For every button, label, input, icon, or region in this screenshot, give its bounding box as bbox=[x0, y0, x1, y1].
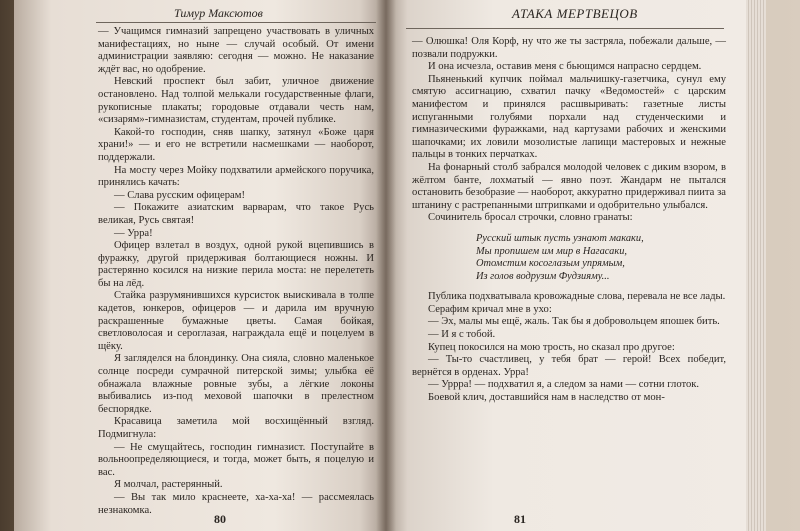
paragraph: Стайка разрумянившихся курсисток выискивала в толпе кадетов, юнкеров, офицеров — и дарила им вручную раскрашенные бумажные цветы. Самая бойкая, светловолосая и сероглазая, награждала ещё и поцелуем в щёку. bbox=[98, 290, 374, 352]
paragraph: Боевой клич, доставшийся нам в наследство от мон- bbox=[428, 392, 665, 404]
left-page bbox=[14, 0, 386, 531]
left-page-number: 80 bbox=[214, 512, 226, 526]
paragraph: Публика подхватывала кровожадные слова, перевала не все лады. bbox=[428, 291, 726, 303]
paragraph: Какой-то господин, сняв шапку, затянул «Боже царя храни!» — и его не встретили насмешками — наоборот, поддержали. bbox=[98, 126, 374, 163]
paragraphs-before-verse bbox=[412, 36, 726, 225]
header-rule bbox=[96, 22, 376, 23]
paragraph: — И я с тобой. bbox=[428, 329, 496, 341]
paragraph: — Слава русским офицерам! bbox=[114, 189, 245, 201]
paragraph: И она исчезла, оставив меня с бьющимся напрасно сердцем. bbox=[428, 61, 702, 73]
right-page-text bbox=[412, 36, 726, 405]
open-book bbox=[14, 0, 784, 531]
left-page-text bbox=[98, 26, 374, 517]
paragraph: — Урра! bbox=[114, 227, 153, 239]
paragraph: Пьяненький купчик поймал мальчишку-газетчика, сунул ему смятую ассигнацию, схватил пачку «Ведомостей» с царским манифестом и принялся расшвыривать: газетные листы испуганными голубями порхали над студенческими и гимназическими фуражками, над картузами рабочих и женскими шапочками; их ловили мозолистые лапищи мастеровых и нежные пальцы в тонких перчатках. bbox=[412, 73, 726, 161]
paragraph: Серафим кричал мне в ухо: bbox=[428, 303, 552, 315]
paragraphs-after-verse bbox=[412, 291, 726, 404]
paragraph: Я загляделся на блондинку. Она сияла, словно маленькое солнце посреди сумрачной питерской зимы; улыбка её обнажала влажные ровные зубы, а лёгкие локоны выбивались из-под меховой шапочки в прелестном беспорядке. bbox=[98, 353, 374, 415]
paragraph: — Урррa! — подхватил я, а следом за нами — сотни глоток. bbox=[428, 379, 700, 391]
paragraph: Сочинитель бросал строчки, словно гранаты: bbox=[428, 212, 633, 224]
paragraph: Я молчал, растерянный. bbox=[114, 479, 223, 491]
paragraph: — Ты-то счастливец, у тебя брат — герой! Всех победит, вернётся в орденах. Урра! bbox=[412, 354, 726, 378]
paragraph: — Вы так мило краснеете, ха-ха-ха! — рассмеялась незнакомка. bbox=[98, 491, 374, 516]
paragraph: — Учащимся гимназий запрещено участвовать в уличных манифестациях, но ныне — случай особый. От имени администрации заявляю: сегодня — можно. Не наказание ждёт вас, но одобрение. bbox=[98, 26, 374, 75]
paragraph: Офицер взлетал в воздух, одной рукой вцепившись в фуражку, другой придерживая болтающиеся ножны. И растерянно косился на низкие перила моста: не перелететь бы на лёд. bbox=[98, 240, 374, 289]
poem-verse bbox=[476, 233, 726, 283]
paragraph: На мосту через Мойку подхватили армейского поручика, принялись качать: bbox=[98, 164, 374, 189]
verse-line: Мы пропишем им мир в Нагасаки, bbox=[476, 245, 627, 257]
paragraph: Невский проспект был забит, уличное движение остановлено. Над толпой мелькали государственные флаги, рукописные плакаты; городовые отдавали честь нам, «сизарям»-гимназистам, студентам, прочей публике. bbox=[98, 76, 374, 126]
paragraph: — Не смущайтесь, господин гимназист. Поступайте в вольноопределяющиеся, и тогда, может быть, я поцелую и вас. bbox=[98, 441, 374, 478]
paragraph: Купец покосился на мою трость, но сказал про другое: bbox=[428, 341, 675, 353]
right-page bbox=[386, 0, 746, 531]
paragraph: — Эх, малы мы ещё, жаль. Так бы я добровольцем япошек бить. bbox=[428, 316, 720, 328]
right-page-header: АТАКА МЕРТВЕЦОВ bbox=[512, 6, 638, 21]
paragraph: — Покажите азиатским варварам, что такое Русь великая, Русь святая! bbox=[98, 202, 374, 226]
verse-line: Русский штык пусть узнают макаки, bbox=[476, 232, 644, 244]
paragraph: Красавица заметила мой восхищённый взгляд. Подмигнула: bbox=[98, 416, 374, 440]
paragraph: — Олюшка! Оля Корф, ну что же ты застряла, побежали дальше, — позвали подружки. bbox=[412, 36, 726, 60]
paragraph: На фонарный столб забрался молодой человек с диким взором, в жёлтом банте, лохматый — явно поэт. Жандарм не пытался остановить безобразие — наоборот, аккуратно придерживал пиита за штанину с растрепанными штрипками и одобрительно улыбался. bbox=[412, 161, 726, 211]
header-rule bbox=[406, 28, 724, 29]
page-edges bbox=[746, 0, 766, 531]
book-gutter bbox=[376, 0, 396, 531]
right-page-number: 81 bbox=[514, 512, 526, 526]
verse-line: Отомстим косоглазым упрямым, bbox=[476, 258, 625, 270]
left-page-header: Тимур Максютов bbox=[174, 6, 263, 20]
verse-line: Из голов водрузим Фудзияму... bbox=[476, 270, 610, 282]
